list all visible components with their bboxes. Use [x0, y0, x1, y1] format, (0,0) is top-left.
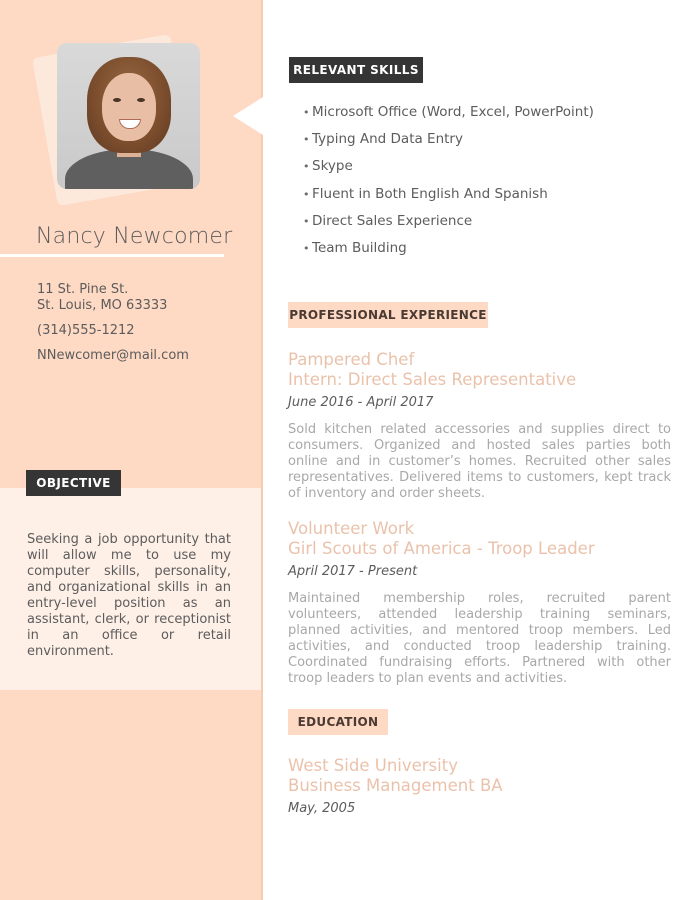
bullet-icon: •	[303, 160, 310, 174]
profile-photo	[57, 43, 200, 189]
skill-label: Team Building	[312, 239, 407, 256]
skill-item	[303, 183, 594, 210]
skill-item	[303, 210, 594, 237]
job-2-organization: Volunteer Work	[288, 519, 415, 538]
skill-label: Fluent in Both English And Spanish	[312, 185, 548, 202]
skill-label: Skype	[312, 158, 353, 175]
skill-item	[303, 155, 594, 182]
bullet-icon: •	[303, 133, 310, 147]
address-line-1: 11 St. Pine St.	[37, 282, 129, 297]
photo-face	[102, 73, 156, 141]
bullet-icon: •	[303, 187, 310, 201]
bullet-icon: •	[303, 241, 310, 255]
bullet-icon: •	[303, 106, 310, 119]
skills-heading: RELEVANT SKILLS	[289, 57, 423, 83]
job-2-role: Girl Scouts of America - Troop Leader	[288, 539, 595, 558]
objective-text: Seeking a job opportunity that will allow me to use my computer skills, personality, and organizational skills in an entry-level position as an assistant, clerk, or receptionist in an office or retail environment.	[27, 532, 231, 659]
education-degree: Business Management BA	[288, 776, 503, 795]
phone-number: (314)555-1212	[37, 323, 135, 338]
photo-eye-left	[113, 98, 121, 102]
address-line-2: St. Louis, MO 63333	[37, 298, 168, 313]
job-1-role: Intern: Direct Sales Representative	[288, 370, 577, 389]
job-2-description: Maintained membership roles, recruited parent volunteers, attended leadership training seminars, planned activities, and mentored troop members. Led activities, and conducted troop leadership training. Coordinated fundraising efforts. Partnered with other troop leaders to plan events and activities.	[288, 591, 671, 686]
skill-label: Microsoft Office (Word, Excel, PowerPoint)	[312, 104, 594, 120]
bullet-icon: •	[303, 214, 310, 228]
name-underline-divider	[0, 254, 224, 257]
skill-item	[303, 128, 594, 155]
experience-heading: PROFESSIONAL EXPERIENCE	[288, 302, 488, 328]
education-heading: EDUCATION	[288, 709, 388, 735]
photo-eye-right	[137, 98, 145, 102]
sidebar-notch-decoration	[233, 97, 263, 135]
education-date: May, 2005	[288, 801, 356, 816]
skill-label: Direct Sales Experience	[312, 212, 473, 229]
job-2-dates: April 2017 - Present	[288, 564, 418, 579]
education-school: West Side University	[288, 756, 458, 775]
skill-item	[303, 237, 594, 264]
objective-heading: OBJECTIVE	[26, 470, 121, 496]
skill-item	[303, 101, 594, 128]
job-1-dates: June 2016 - April 2017	[288, 395, 434, 410]
job-1-organization: Pampered Chef	[288, 350, 415, 369]
skills-list	[303, 101, 594, 264]
job-1-description: Sold kitchen related accessories and supplies direct to consumers. Organized and hosted sales parties both online and in customer’s homes. Recruited other sales representatives. Delivered items to customers, kept track of inventory and order sheets.	[288, 422, 671, 501]
candidate-name: Nancy Newcomer	[36, 224, 233, 249]
email-address[interactable]: NNewcomer@mail.com	[37, 348, 189, 363]
skill-label: Typing And Data Entry	[312, 131, 463, 148]
